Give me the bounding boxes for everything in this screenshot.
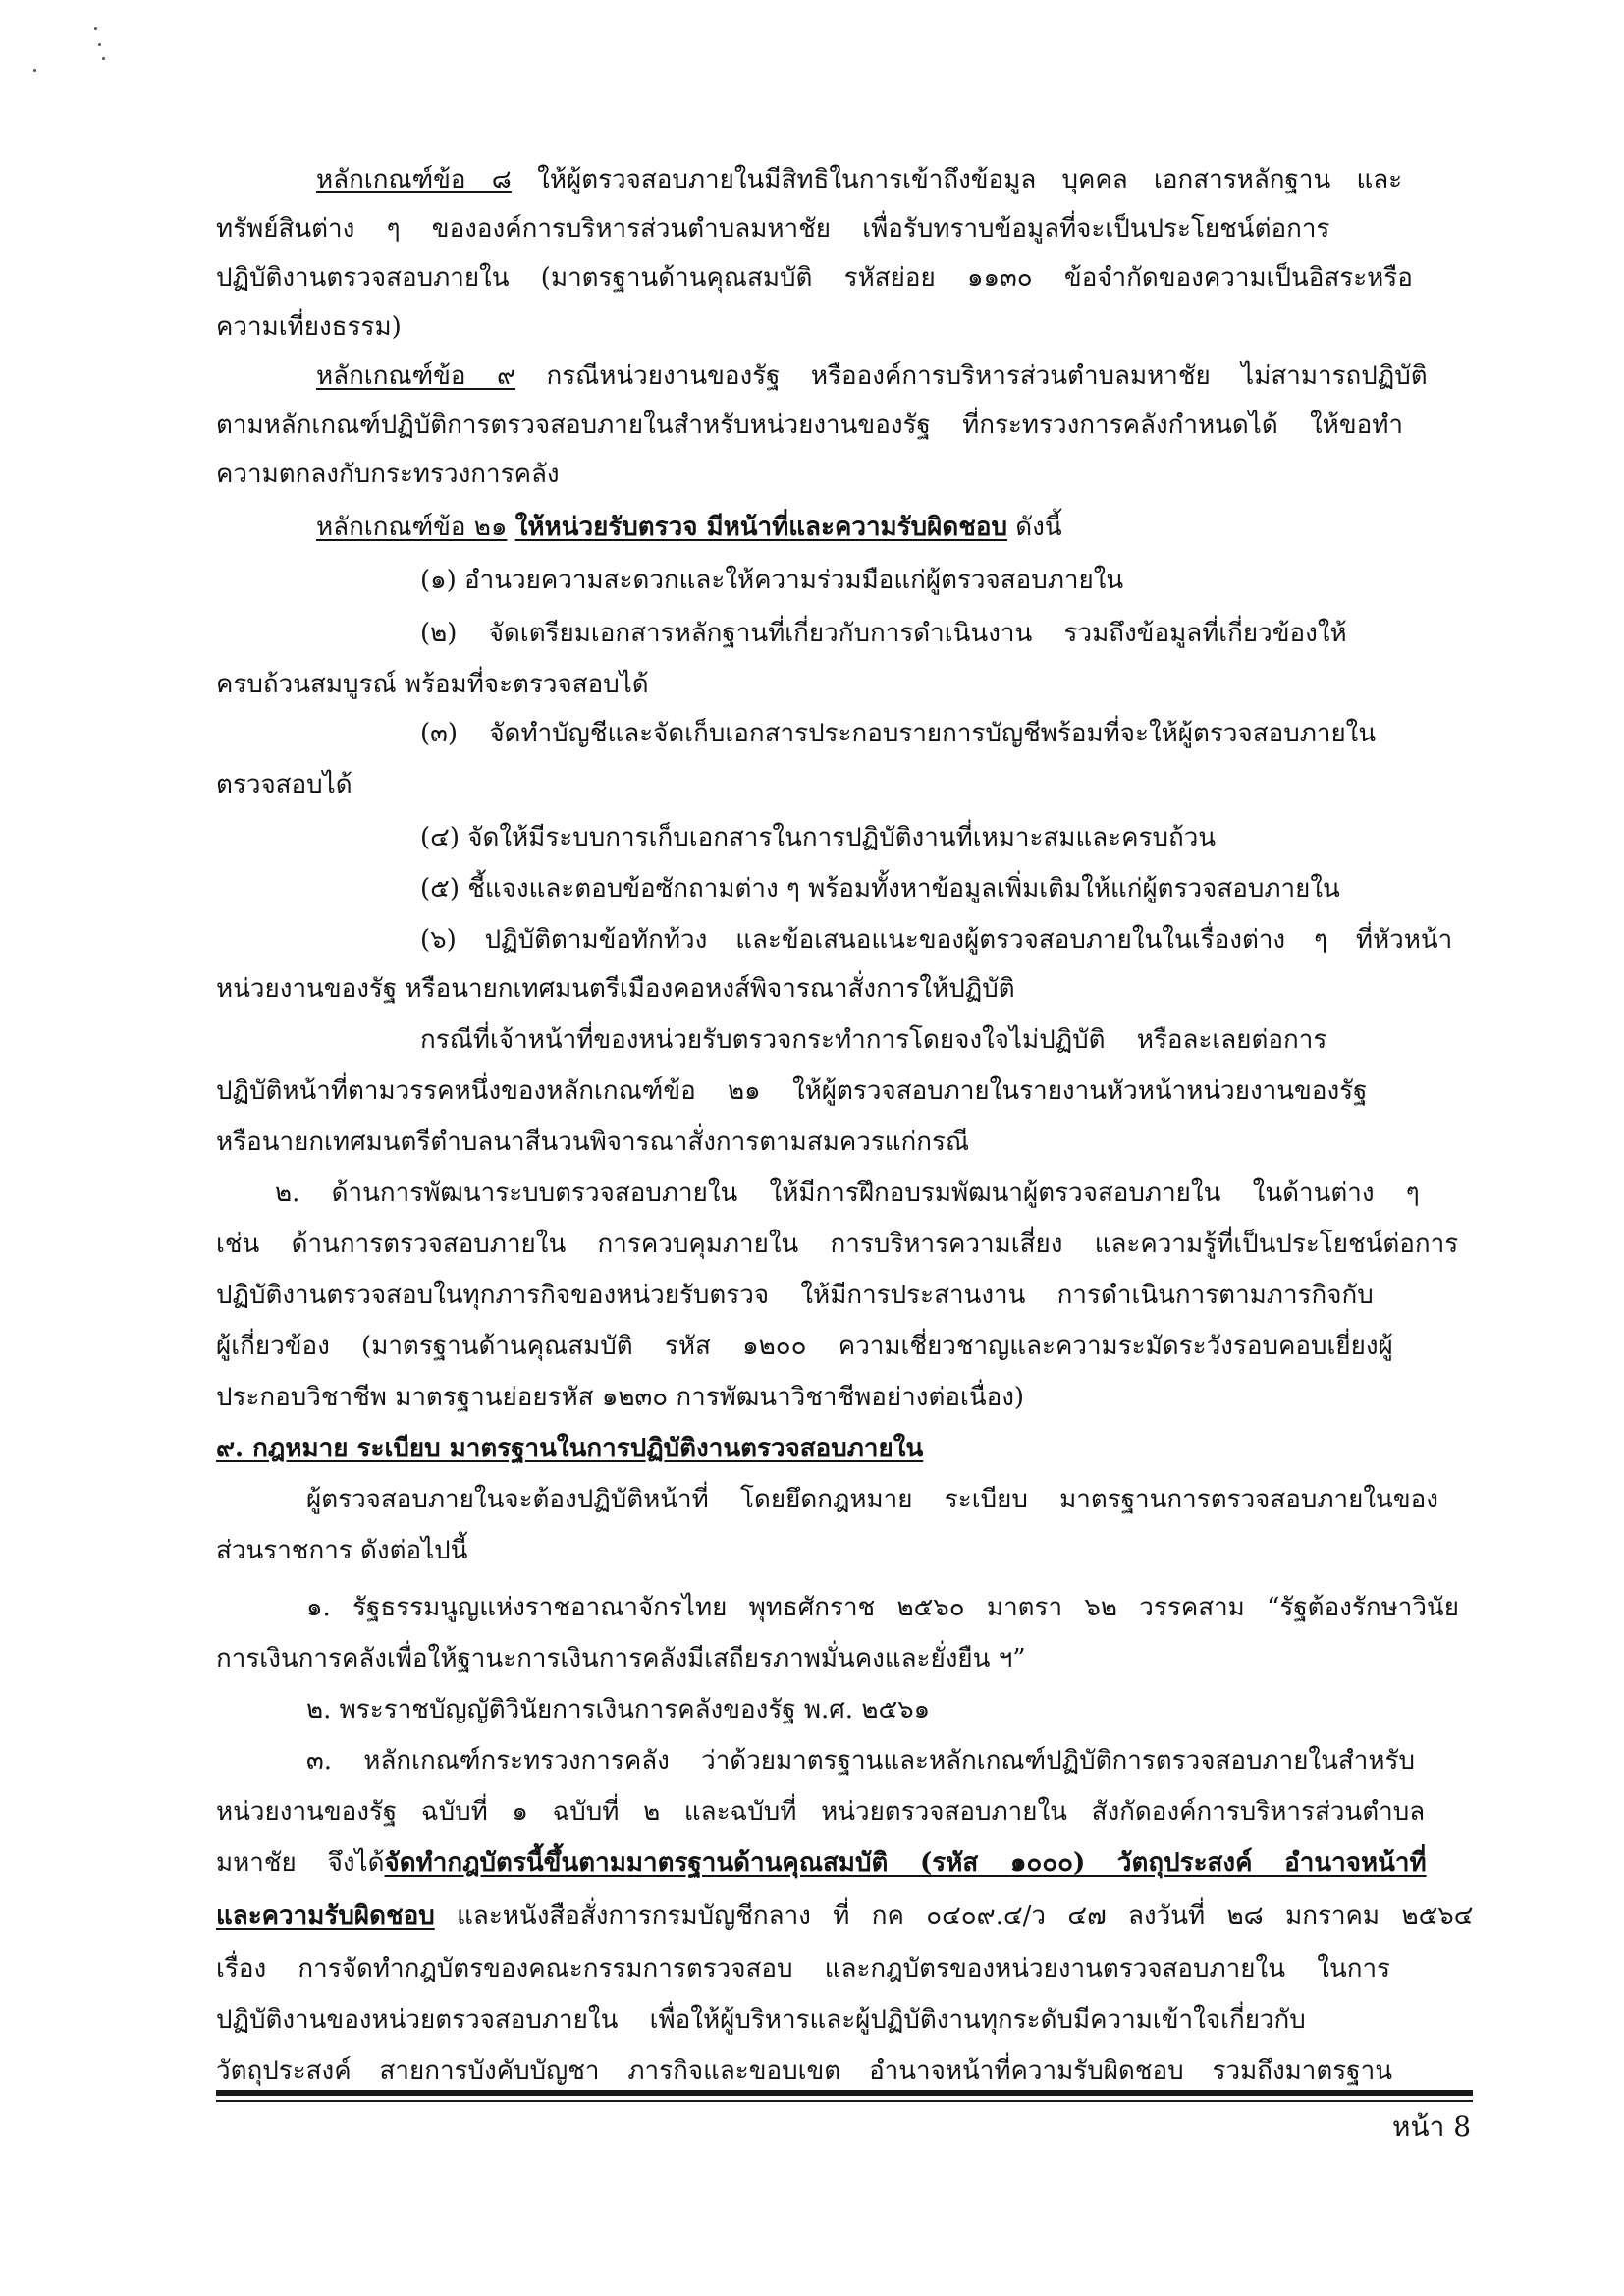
text-line-30 (216, 1642, 1026, 1675)
text-segment: ส่วนราชการ ดังต่อไปนี้ (216, 1536, 468, 1565)
text-line-4 (216, 310, 402, 344)
page-number: หน้า 8 (1392, 2110, 1472, 2143)
text-segment: หลักเกณฑ์ข้อ ๒๑ (316, 513, 508, 542)
text-line-23 (216, 1279, 1374, 1312)
text-segment: หน่วยงานของรัฐ ฉบับที่ ๑ ฉบับที่ ๒ และฉบับที่ หน่วยตรวจสอบภายใน สังกัดองค์การบริหารส่วนตำบล (216, 1797, 1426, 1827)
text-line-29 (306, 1591, 1459, 1624)
text-line-28 (216, 1534, 467, 1567)
text-segment: ความเที่ยงธรรม) (216, 312, 402, 342)
text-segment: หลักเกณฑ์ข้อ ๘ (316, 165, 512, 194)
text-line-20 (216, 1125, 969, 1159)
text-line-3 (216, 261, 1413, 295)
scan-speck (94, 27, 97, 30)
text-line-8 (316, 511, 1062, 544)
text-line-5 (316, 359, 1428, 393)
text-segment: ให้หน่วยรับตรวจ มีหน้าที่และความรับผิดชอบ (514, 513, 1008, 542)
scan-speck (102, 57, 105, 60)
text-segment: และความรับผิดชอบ (216, 1901, 435, 1931)
text-line-1 (316, 163, 1402, 196)
text-segment: มาตรฐานด้านคุณสมบัติ (รหัส ๑๐๐๐) วัตถุประสงค์ อำนาจหน้าที่ (625, 1848, 1427, 1878)
text-line-9 (420, 564, 1123, 597)
text-segment: ตามหลักเกณฑ์ปฏิบัติการตรวจสอบภายในสำหรับหน่วยงานของรัฐ ที่กระทรวงการคลังกำหนดได้ ให้ขอทำ (216, 410, 1403, 440)
text-line-33 (216, 1795, 1425, 1829)
text-line-13 (216, 768, 352, 801)
text-line-36 (216, 1952, 1390, 1986)
text-segment: ปฏิบัติงานตรวจสอบภายใน (มาตรฐานด้านคุณสมบัติ รหัสย่อย ๑๑๓๐ ข้อจำกัดของความเป็นอิสระหรือ (216, 263, 1413, 293)
text-line-10 (420, 617, 1347, 650)
text-segment: วัตถุประสงค์ สายการบังคับบัญชา ภารกิจและขอบเขต อำนาจหน้าที่ความรับผิดชอบ รวมถึงมาตรฐาน (216, 2056, 1392, 2086)
text-segment: (๖) ปฏิบัติตามข้อทักท้วง และข้อเสนอแนะของผู้ตรวจสอบภายในในเรื่องต่าง ๆ ที่หัวหน้า (420, 925, 1453, 955)
text-line-12 (420, 717, 1376, 750)
text-line-21 (275, 1176, 1420, 1210)
text-segment: ประกอบวิชาชีพ มาตรฐานย่อยรหัส ๑๒๓๐ การพัฒนาวิชาชีพอย่างต่อเนื่อง) (216, 1383, 1025, 1412)
footer-rule-thin (216, 2100, 1473, 2102)
text-segment (507, 513, 514, 542)
text-segment: (๓) จัดทำบัญชีและจัดเก็บเอกสารประกอบรายการบัญชีพร้อมที่จะให้ผู้ตรวจสอบภายใน (420, 719, 1377, 748)
text-segment: กรณีหน่วยงานของรัฐ หรือองค์การบริหารส่วนตำบลมหาชัย ไม่สามารถปฏิบัติ (515, 361, 1428, 391)
text-segment: ดังนี้ (1007, 513, 1062, 542)
text-line-16 (420, 923, 1452, 957)
text-segment: (๕) ชี้แจงและตอบข้อซักถามต่าง ๆ พร้อมทั้งหาข้อมูลเพิ่มเติมให้แก่ผู้ตรวจสอบภายใน (420, 874, 1340, 903)
text-line-2 (216, 212, 1329, 246)
text-segment: (๔) จัดให้มีระบบการเก็บเอกสารในการปฏิบัติงานที่เหมาะสมและครบถ้วน (420, 823, 1217, 852)
text-segment: ตรวจสอบได้ (216, 770, 352, 799)
text-segment: จัดทำกฎบัตรนี้ขึ้นตาม (384, 1848, 626, 1878)
text-line-38 (216, 2054, 1392, 2088)
text-segment: เรื่อง การจัดทำกฎบัตรของคณะกรรมการตรวจสอบ และกฎบัตรของหน่วยงานตรวจสอบภายใน ในการ (216, 1954, 1391, 1984)
text-segment: และหนังสือสั่งการกรมบัญชีกลาง ที่ กค ๐๔๐๙.๔/ว ๔๗ ลงวันที่ ๒๘ มกราคม ๒๕๖๔ (434, 1901, 1474, 1931)
text-segment: (๑) อำนวยความสะดวกและให้ความร่วมมือแก่ผู้ตรวจสอบภายใน (420, 566, 1124, 595)
text-segment: ครบถ้วนสมบูรณ์ พร้อมที่จะตรวจสอบได้ (216, 670, 649, 699)
text-segment: หลักเกณฑ์ข้อ ๙ (316, 361, 516, 391)
text-segment: หรือนายกเทศมนตรีตำบลนาสีนวนพิจารณาสั่งการตามสมควรแก่กรณี (216, 1127, 970, 1157)
text-line-25 (216, 1381, 1024, 1414)
text-line-24 (216, 1330, 1393, 1363)
text-segment: กรณีที่เจ้าหน้าที่ของหน่วยรับตรวจกระทำการโดยจงใจไม่ปฏิบัติ หรือละเลยต่อการ (420, 1025, 1327, 1055)
scan-speck (98, 43, 101, 46)
text-line-19 (216, 1074, 1367, 1108)
text-segment: ปฏิบัติงานตรวจสอบในทุกภารกิจของหน่วยรับตรวจ ให้มีการประสานงาน การดำเนินการตามภารกิจกับ (216, 1281, 1374, 1310)
text-line-37 (216, 2003, 1306, 2037)
text-segment: ๙. กฎหมาย ระเบียบ มาตรฐานในการปฏิบัติงานตรวจสอบภายใน (216, 1434, 924, 1463)
text-line-6 (216, 409, 1403, 442)
text-line-35 (216, 1899, 1473, 1933)
text-line-27 (306, 1483, 1438, 1516)
text-segment: ๒. พระราชบัญญัติวินัยการเงินการคลังของรัฐ พ.ศ. ๒๕๖๑ (306, 1695, 931, 1724)
text-segment: ความตกลงกับกระทรวงการคลัง (216, 460, 560, 489)
text-segment: ปฏิบัติหน้าที่ตามวรรคหนึ่งของหลักเกณฑ์ข้อ ๒๑ ให้ผู้ตรวจสอบภายในรายงานหัวหน้าหน่วยงานของรัฐ (216, 1076, 1368, 1106)
text-segment: (๒) จัดเตรียมเอกสารหลักฐานที่เกี่ยวกับการดำเนินงาน รวมถึงข้อมูลที่เกี่ยวข้องให้ (420, 619, 1347, 648)
text-segment: ๑. รัฐธรรมนูญแห่งราชอาณาจักรไทย พุทธศักราช ๒๕๖๐ มาตรา ๖๒ วรรคสาม “รัฐต้องรักษาวินัย (306, 1593, 1459, 1622)
text-segment: เช่น ด้านการตรวจสอบภายใน การควบคุมภายใน การบริหารความเสี่ยง และความรู้ที่เป็นประโยชน์ต่อการ (216, 1230, 1459, 1259)
text-segment: การเงินการคลังเพื่อให้ฐานะการเงินการคลังมีเสถียรภาพมั่นคงและยั่งยืน ฯ” (216, 1644, 1026, 1673)
text-line-26 (216, 1432, 923, 1465)
scan-speck (33, 69, 36, 72)
text-segment: ๒. ด้านการพัฒนาระบบตรวจสอบภายใน ให้มีการฝึกอบรมพัฒนาผู้ตรวจสอบภายใน ในด้านต่าง ๆ (275, 1178, 1420, 1208)
text-line-14 (420, 821, 1216, 854)
footer-rule (216, 2090, 1473, 2096)
text-segment: มหาชัย จึงได้ (216, 1848, 385, 1878)
text-line-15 (420, 872, 1340, 905)
text-line-32 (306, 1744, 1415, 1777)
text-line-31 (306, 1693, 930, 1726)
text-segment: ผู้เกี่ยวข้อง (มาตรฐานด้านคุณสมบัติ รหัส ๑๒๐๐ ความเชี่ยวชาญและความระมัดระวังรอบคอบเยี่ยงผู้ (216, 1332, 1393, 1361)
text-segment: ปฏิบัติงานของหน่วยตรวจสอบภายใน เพื่อให้ผู้บริหารและผู้ปฏิบัติงานทุกระดับมีความเข้าใจเกี่ยวกับ (216, 2005, 1306, 2035)
text-segment: ผู้ตรวจสอบภายในจะต้องปฏิบัติหน้าที่ โดยยึดกฎหมาย ระเบียบ มาตรฐานการตรวจสอบภายในของ (306, 1485, 1438, 1514)
text-line-22 (216, 1228, 1458, 1261)
text-line-34 (216, 1846, 1427, 1880)
text-segment: หน่วยงานของรัฐ หรือนายกเทศมนตรีเมืองคอหงส์พิจารณาสั่งการให้ปฏิบัติ (216, 974, 1015, 1004)
text-line-7 (216, 458, 560, 491)
text-segment: ทรัพย์สินต่าง ๆ ขององค์การบริหารส่วนตำบลมหาชัย เพื่อรับทราบข้อมูลที่จะเป็นประโยชน์ต่อการ (216, 214, 1330, 244)
text-segment: ให้ผู้ตรวจสอบภายในมีสิทธิในการเข้าถึงข้อมูล บุคคล เอกสารหลักฐาน และ (511, 165, 1403, 194)
text-line-18 (420, 1023, 1326, 1057)
text-line-11 (216, 668, 649, 701)
text-line-17 (216, 972, 1015, 1006)
text-segment: ๓. หลักเกณฑ์กระทรวงการคลัง ว่าด้วยมาตรฐานและหลักเกณฑ์ปฏิบัติการตรวจสอบภายในสำหรับ (306, 1746, 1415, 1776)
